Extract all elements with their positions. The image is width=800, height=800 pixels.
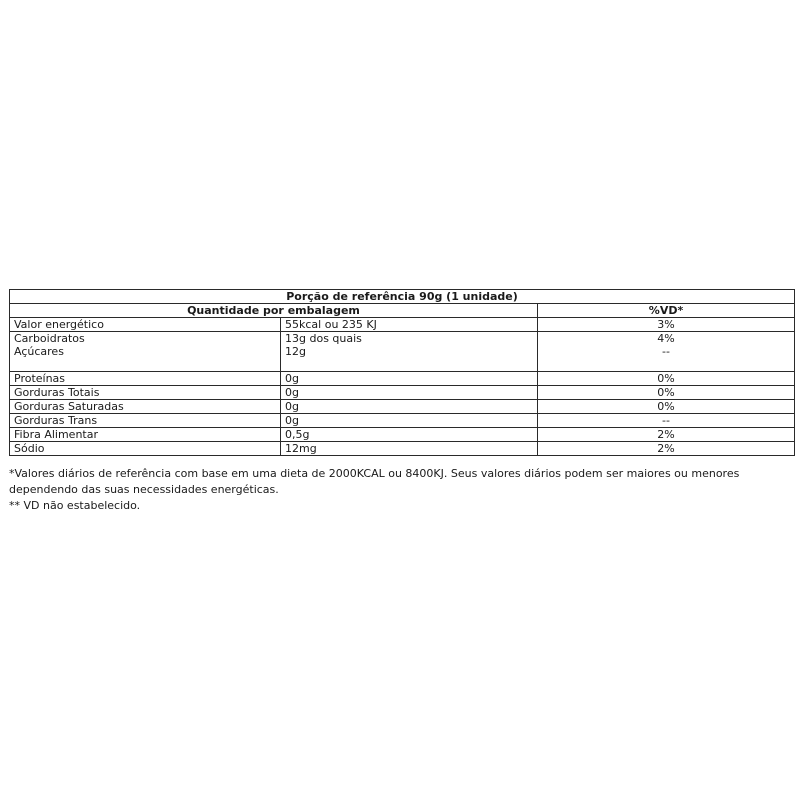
nutrient-sub-vd: --: [662, 345, 670, 358]
nutrient-name: Carboidratos: [14, 332, 85, 345]
nutrient-vd: 0%: [538, 372, 795, 386]
nutrient-sub-amount: 12g: [285, 345, 306, 358]
nutrient-amount: 0g: [281, 414, 538, 428]
nutrient-vd-cell: [538, 332, 795, 372]
table-title: Porção de referência 90g (1 unidade): [10, 290, 795, 304]
nutrient-sub-name: Açúcares: [14, 345, 64, 358]
nutrient-name: Gorduras Trans: [10, 414, 281, 428]
nutrient-amount-cell: [281, 332, 538, 372]
table-row: [10, 318, 795, 332]
table-row: [10, 442, 795, 456]
nutrient-vd: 0%: [538, 400, 795, 414]
nutrient-amount: 0,5g: [281, 428, 538, 442]
table-row: [10, 414, 795, 428]
footnote-daily-values-cont: dependendo das suas necessidades energéticas.: [9, 483, 279, 496]
quantity-header: Quantidade por embalagem: [10, 304, 538, 318]
nutrient-vd: 2%: [538, 442, 795, 456]
nutrient-amount: 12mg: [281, 442, 538, 456]
footnote-vd-not-established: ** VD não estabelecido.: [9, 499, 141, 512]
nutrition-table: [9, 289, 795, 456]
nutrient-vd: --: [538, 414, 795, 428]
nutrient-amount: 0g: [281, 372, 538, 386]
nutrient-name: Proteínas: [10, 372, 281, 386]
nutrient-name: Sódio: [10, 442, 281, 456]
nutrient-vd: 2%: [538, 428, 795, 442]
table-row: [10, 372, 795, 386]
nutrient-amount: 13g dos quais: [285, 332, 362, 345]
nutrient-name-cell: [10, 332, 281, 372]
table-row: [10, 386, 795, 400]
nutrient-amount: 55kcal ou 235 KJ: [281, 318, 538, 332]
nutrient-name: Valor energético: [10, 318, 281, 332]
footnotes: [9, 466, 794, 514]
nutrient-name: Gorduras Totais: [10, 386, 281, 400]
vd-header: %VD*: [538, 304, 795, 318]
table-row: [10, 428, 795, 442]
nutrient-amount: 0g: [281, 400, 538, 414]
table-title-row: [10, 290, 795, 304]
footnote-daily-values: *Valores diários de referência com base em uma dieta de 2000KCAL ou 8400KJ. Seus valores diários podem ser maiores ou menores: [9, 467, 740, 480]
nutrient-vd: 4%: [657, 332, 675, 345]
nutrient-amount: 0g: [281, 386, 538, 400]
table-row: [10, 400, 795, 414]
nutrient-vd: 0%: [538, 386, 795, 400]
nutrient-name: Fibra Alimentar: [10, 428, 281, 442]
table-header-row: [10, 304, 795, 318]
nutrient-name: Gorduras Saturadas: [10, 400, 281, 414]
nutrient-vd: 3%: [538, 318, 795, 332]
table-row: [10, 332, 795, 372]
